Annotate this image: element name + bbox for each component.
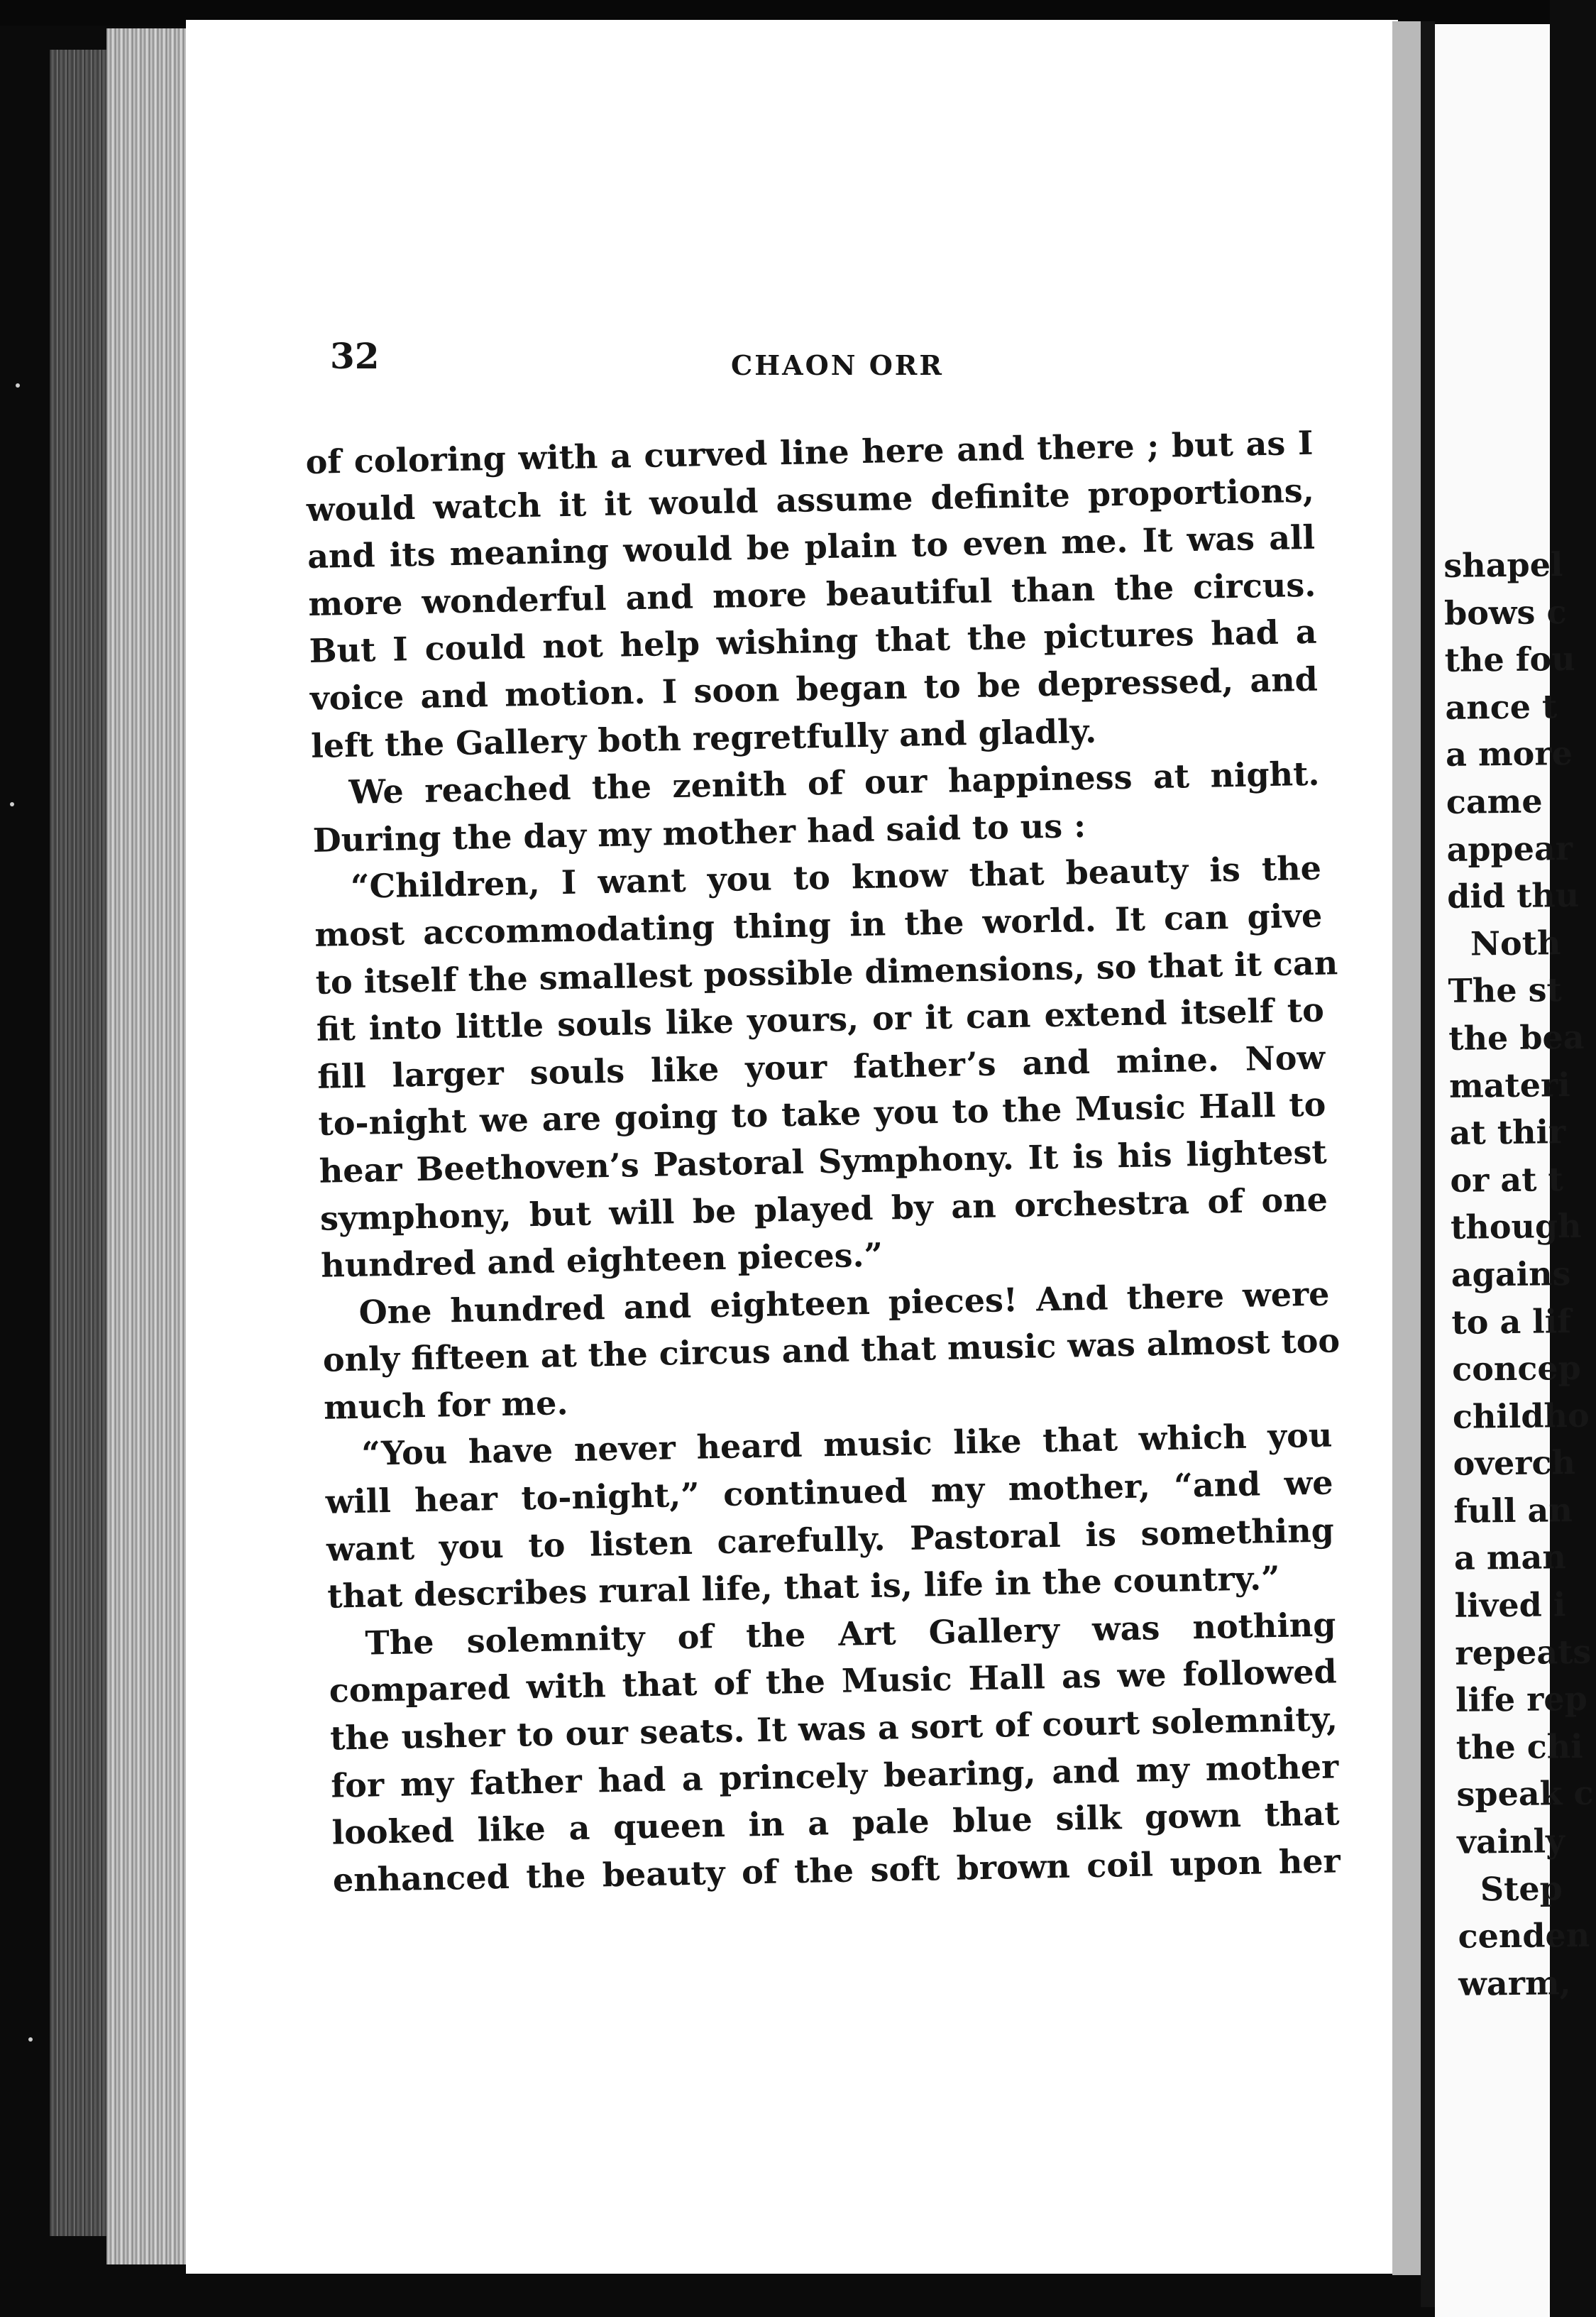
running-title: CHAON ORR xyxy=(731,349,944,381)
facing-text-fragment: ance t xyxy=(1445,686,1558,727)
facing-text-fragment: warm, xyxy=(1458,1963,1571,2003)
text-line: hear Beethoven’s Pastoral Symphony. It is his lightest xyxy=(319,1132,1328,1190)
facing-text-fragment: a man xyxy=(1453,1538,1567,1578)
scan-speck xyxy=(16,383,20,388)
text-line: the usher to our seats. It was a sort of court solemnity, xyxy=(329,1699,1338,1758)
facing-text-fragment: the chi xyxy=(1455,1726,1583,1767)
text-line: much for me. xyxy=(323,1384,568,1427)
text-line: symphony, but will be played by an orchestra of one xyxy=(319,1180,1328,1238)
book-cover-edge xyxy=(50,50,114,2236)
scan-speck xyxy=(28,2037,33,2042)
scan-speck xyxy=(10,802,14,806)
facing-text-fragment: or at t xyxy=(1450,1159,1563,1200)
text-line: fit into little souls like yours, or it can extend itself to xyxy=(316,990,1325,1048)
facing-text-fragment: shapel xyxy=(1443,545,1563,585)
facing-text-fragment: childho xyxy=(1452,1396,1590,1436)
facing-text-fragment: full an xyxy=(1453,1490,1573,1530)
facing-page xyxy=(1435,24,1594,2317)
facing-text-fragment: the bea xyxy=(1448,1017,1585,1058)
text-line: of coloring with a curved line here and there ; but as I xyxy=(305,423,1314,481)
text-line: During the day my mother had said to us : xyxy=(312,806,1086,860)
text-line: will hear to-night,” continued my mother, “and we xyxy=(325,1463,1334,1521)
facing-text-fragment: a more xyxy=(1445,734,1573,774)
facing-text-fragment: Noth xyxy=(1470,923,1561,963)
page-curl-shadow xyxy=(1392,21,1424,2275)
text-line: that describes rural life, that is, life in the country.” xyxy=(326,1559,1281,1616)
facing-text-fragment: The st xyxy=(1448,970,1563,1011)
facing-text-fragment: to a lif xyxy=(1451,1301,1572,1342)
text-line: “You have never heard music like that which you xyxy=(361,1415,1333,1474)
text-line: and its meaning would be plain to even me. It was all xyxy=(307,517,1316,576)
facing-text-fragment: concep xyxy=(1451,1349,1582,1388)
text-line: One hundred and eighteen pieces! And there were xyxy=(358,1274,1330,1332)
text-line: would watch it it would assume definite proportions, xyxy=(306,471,1315,529)
text-line: But I could not help wishing that the pictures had a xyxy=(309,613,1318,671)
text-line: want you to listen carefully. Pastoral is something xyxy=(326,1511,1335,1569)
facing-page-text xyxy=(1435,541,1596,2007)
facing-text-fragment: came xyxy=(1446,782,1543,821)
facing-text-fragment: materi xyxy=(1448,1065,1570,1105)
facing-text-fragment: vainly xyxy=(1456,1822,1565,1861)
page-stack-edge xyxy=(106,28,192,2264)
text-line: We reached the zenith of our happiness at night. xyxy=(348,754,1320,812)
text-line: left the Gallery both regretfully and gladly. xyxy=(310,711,1097,765)
facing-text-fragment: cenden xyxy=(1458,1916,1590,1956)
facing-text-fragment: though xyxy=(1450,1207,1582,1247)
facing-text-fragment: at thir xyxy=(1449,1112,1566,1152)
text-line: fill larger souls like your father’s and mine. Now xyxy=(317,1038,1326,1096)
text-line: only fifteen at the circus and that music was almost too xyxy=(322,1321,1341,1380)
text-line: voice and motion. I soon began to be depressed, and xyxy=(309,659,1319,718)
facing-text-fragment: did thu xyxy=(1446,876,1580,916)
facing-text-fragment: lived i xyxy=(1454,1585,1566,1625)
text-line: to-night we are going to take you to the Music Hall to xyxy=(318,1085,1326,1144)
text-line: for my father had a princely bearing, and my mother xyxy=(330,1747,1339,1805)
text-line: looked like a queen in a pale blue silk gown that xyxy=(331,1794,1340,1852)
facing-text-fragment: the fou xyxy=(1444,640,1575,680)
text-line: “Children, I want you to know that beauty is the xyxy=(350,848,1322,906)
text-line: The solemnity of the Art Gallery was nothing xyxy=(365,1605,1336,1663)
text-line: most accommodating thing in the world. It can give xyxy=(314,896,1323,954)
facing-text-fragment: speak c xyxy=(1456,1774,1594,1814)
facing-text-fragment: Step xyxy=(1480,1868,1563,1909)
facing-text-fragment: overch xyxy=(1453,1443,1576,1484)
text-line: to itself the smallest possible dimensions, so that it can xyxy=(315,943,1338,1002)
facing-text-fragment: bows c xyxy=(1443,592,1567,632)
body-text xyxy=(305,420,1341,1904)
text-line: more wonderful and more beautiful than the circus. xyxy=(307,565,1316,623)
book-gutter xyxy=(1421,21,1435,2307)
page-number: 32 xyxy=(330,335,380,377)
facing-text-fragment: appear xyxy=(1446,828,1573,869)
facing-text-fragment: life rep xyxy=(1455,1680,1588,1720)
text-line: enhanced the beauty of the soft brown coil upon her xyxy=(332,1841,1341,1900)
facing-text-fragment: repeats xyxy=(1455,1632,1592,1672)
text-line: compared with that of the Music Hall as we followed xyxy=(329,1652,1338,1711)
facing-text-fragment: agains xyxy=(1451,1254,1571,1294)
text-line: hundred and eighteen pieces.” xyxy=(320,1235,884,1285)
